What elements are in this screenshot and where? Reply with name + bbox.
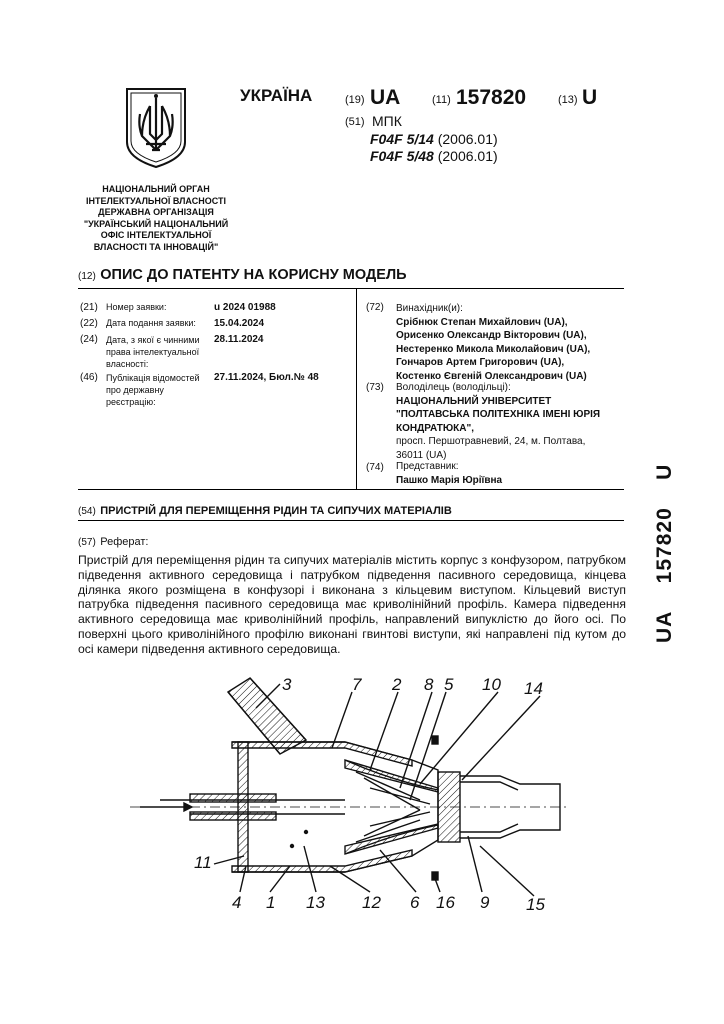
divider-54 xyxy=(78,520,624,521)
abstract-header xyxy=(78,532,148,550)
ipc-class-code: F04F 5/14 xyxy=(370,131,434,147)
side-number: 157820 xyxy=(653,507,676,584)
side-kind: U xyxy=(653,463,676,480)
ipc-class-version: (2006.01) xyxy=(437,148,498,164)
invention-title-text: ПРИСТРІЙ ДЛЯ ПЕРЕМІЩЕННЯ РІДИН ТА СИПУЧИХ МАТЕРІАЛІВ xyxy=(100,505,452,517)
biblio-label-line: Дата, з якої є чинними xyxy=(106,335,200,345)
abstract-code: (57) xyxy=(78,537,96,548)
label-14: 14 xyxy=(524,679,543,698)
authority-line: НАЦІОНАЛЬНИЙ ОРГАН xyxy=(102,184,210,194)
filing-date: 15.04.2024 xyxy=(214,318,265,329)
representative-label: Представник: xyxy=(396,461,459,472)
representative-name: Пашко Марія Юріївна xyxy=(396,474,503,486)
country-code: UA xyxy=(370,86,401,109)
biblio-label-line: власності: xyxy=(106,359,149,369)
owner-label: Володілець (володільці): xyxy=(396,382,511,393)
side-country: UA xyxy=(653,610,676,643)
owner-name-line: "ПОЛТАВСЬКА ПОЛІТЕХНІКА ІМЕНІ ЮРІЯ xyxy=(396,409,601,420)
biblio-label: Дата подання заявки: xyxy=(106,318,196,328)
ipc-label: МПК xyxy=(372,113,402,129)
invention-code: (54) xyxy=(78,506,96,517)
label-10: 10 xyxy=(482,675,501,694)
label-9: 9 xyxy=(480,893,490,912)
owner-name-line: НАЦІОНАЛЬНИЙ УНІВЕРСИТЕТ xyxy=(396,395,552,407)
code-13: (13) xyxy=(558,94,578,106)
document-number: 157820 xyxy=(456,86,527,109)
code-11: (11) xyxy=(432,94,451,106)
label-1: 1 xyxy=(266,893,276,912)
title-code: (12) xyxy=(78,271,96,282)
owner-block xyxy=(396,381,600,462)
divider-vertical xyxy=(356,288,357,489)
inventor-name: Костенко Євгеній Олександрович (UA) xyxy=(396,370,587,382)
code-19: (19) xyxy=(345,94,365,106)
label-2: 2 xyxy=(392,675,402,694)
biblio-label-line: реєстрацію: xyxy=(106,397,156,407)
biblio-label-line: права інтелектуальної xyxy=(106,347,200,357)
ipc-class-code: F04F 5/48 xyxy=(370,148,434,164)
inventors-label: Винахідник(и): xyxy=(396,303,463,314)
owner-address-line: 36011 (UA) xyxy=(396,449,447,461)
authority-block xyxy=(66,184,246,254)
biblio-code: (46) xyxy=(80,372,98,383)
owner-name-line: КОНДРАТЮКА", xyxy=(396,422,475,434)
label-16: 16 xyxy=(436,893,455,912)
label-15: 15 xyxy=(526,895,545,914)
label-13: 13 xyxy=(306,893,325,912)
technical-drawing xyxy=(120,660,580,920)
inventors-block xyxy=(396,302,590,383)
ipc-class-version: (2006.01) xyxy=(437,131,498,147)
owner-address-line: просп. Першотравневий, 24, м. Полтава, xyxy=(396,436,586,447)
publication-info: 27.11.2024, Бюл.№ 48 xyxy=(214,372,319,383)
label-3: 3 xyxy=(282,675,292,694)
label-11: 11 xyxy=(194,853,212,872)
representative-block xyxy=(396,460,502,487)
label-7: 7 xyxy=(352,675,362,694)
biblio-code: (22) xyxy=(80,318,98,329)
label-5: 5 xyxy=(444,675,454,694)
authority-line: "УКРАЇНСЬКИЙ НАЦІОНАЛЬНИЙ xyxy=(83,218,229,229)
side-document-id xyxy=(653,463,677,643)
inventor-name: Орисенко Олександр Вікторович (UA), xyxy=(396,330,587,341)
ipc-class-1 xyxy=(370,131,498,147)
invention-title xyxy=(78,501,452,519)
biblio-label xyxy=(106,334,199,370)
biblio-label: Номер заявки: xyxy=(106,302,167,312)
coat-of-arms-emblem xyxy=(124,86,188,170)
biblio-code: (24) xyxy=(80,334,98,345)
biblio-code: (21) xyxy=(80,302,98,313)
divider-top xyxy=(78,288,624,289)
biblio-label xyxy=(106,372,200,408)
label-4: 4 xyxy=(232,893,242,912)
label-6: 6 xyxy=(410,893,420,912)
application-number: u 2024 01988 xyxy=(214,302,276,313)
document-title xyxy=(78,266,407,284)
country-name: УКРАЇНА xyxy=(240,86,313,105)
inventor-name: Нестеренко Микола Миколайович (UA), xyxy=(396,343,591,355)
authority-line: ВЛАСНОСТІ ТА ІННОВАЦІЙ" xyxy=(93,241,219,252)
ipc-class-2 xyxy=(370,148,498,164)
biblio-label-line: про державну xyxy=(106,385,164,395)
representative-code: (74) xyxy=(366,462,384,473)
kind-code: U xyxy=(582,86,598,109)
divider-bottom xyxy=(78,489,624,490)
code-51: (51) xyxy=(345,116,365,128)
owner-code: (73) xyxy=(366,382,384,393)
authority-line: ДЕРЖАВНА ОРГАНІЗАЦІЯ xyxy=(98,207,214,218)
biblio-label-line: Публікація відомостей xyxy=(106,373,200,383)
inventor-name: Гончаров Артем Григорович (UA), xyxy=(396,357,565,368)
inventor-name: Срібнюк Степан Михайлович (UA), xyxy=(396,316,568,328)
label-12: 12 xyxy=(362,893,381,912)
authority-line: ОФІС ІНТЕЛЕКТУАЛЬНОЇ xyxy=(100,230,212,241)
inventors-code: (72) xyxy=(366,302,384,313)
label-8: 8 xyxy=(424,675,434,694)
abstract-text: Пристрій для переміщення рідин та сипучих матеріалів містить корпус з конфузором, патрубком підведення активного середовища і патрубком підведення пасивного середовища, кінцева ділянка якого розміщена в конфузорі і виконана з кільцевим виступом. Кільцевий виступ патрубка підведення пасивного середовища має криволінійний профіль. Камера підведення активного середовища має криволінійний профіль, направлений випуклістю до його осі. По поверхні цього криволінійного профілю виконані гвинтові виступи, які направлені під кутом до осі камери підведення активного середовища. xyxy=(78,553,626,656)
authority-line: ІНТЕЛЕКТУАЛЬНОЇ ВЛАСНОСТІ xyxy=(86,195,226,206)
abstract-label: Реферат: xyxy=(100,536,149,548)
effective-date: 28.11.2024 xyxy=(214,334,264,345)
title-text: ОПИС ДО ПАТЕНТУ НА КОРИСНУ МОДЕЛЬ xyxy=(100,267,407,283)
